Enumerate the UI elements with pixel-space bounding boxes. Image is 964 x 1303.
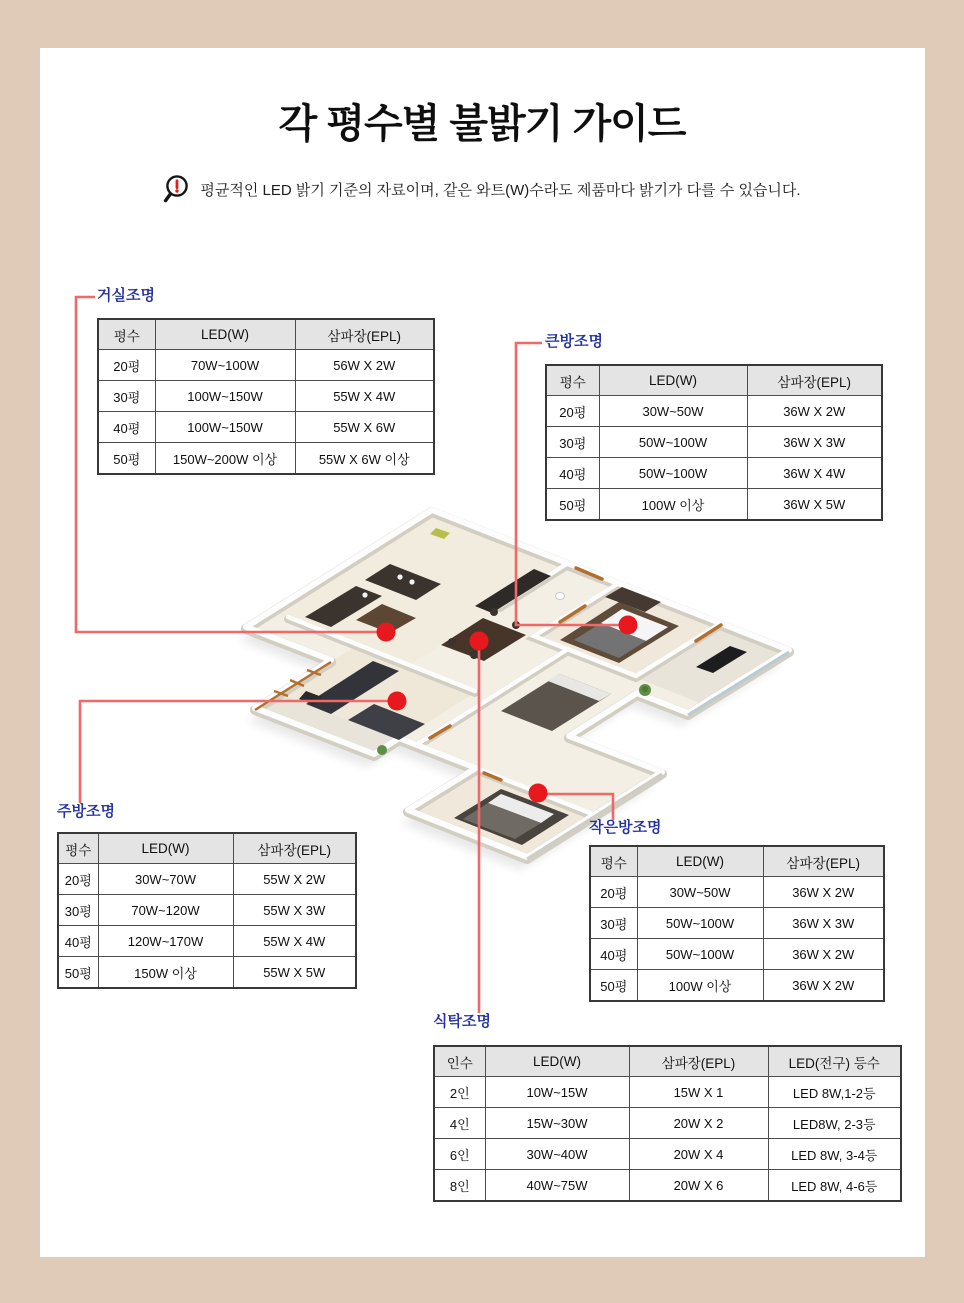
table-row (58, 957, 356, 989)
table-cell: 20평 (546, 396, 599, 427)
table-cell: 50W~100W (637, 939, 763, 970)
table-cell: 40W~75W (485, 1170, 629, 1202)
callout-kitchen (57, 804, 357, 989)
table-cell: 20W X 2 (629, 1108, 768, 1139)
table-cell: 55W X 6W (295, 412, 434, 443)
column-header: 평수 (546, 365, 599, 396)
table-cell: 50평 (590, 970, 637, 1002)
table-cell: LED 8W, 4-6등 (768, 1170, 901, 1202)
table-row (590, 908, 884, 939)
table-row (434, 1108, 901, 1139)
column-header: LED(W) (155, 319, 295, 350)
header-row (434, 1046, 901, 1077)
header-row (546, 365, 882, 396)
page-title: 각 평수별 불밝기 가이드 (278, 102, 686, 146)
table-cell: 40평 (98, 412, 155, 443)
table-cell: LED 8W,1-2등 (768, 1077, 901, 1108)
table-cell: 36W X 2W (763, 939, 884, 970)
table-row (546, 458, 882, 489)
table-row (434, 1077, 901, 1108)
table-cell: 20평 (58, 864, 98, 895)
table-cell: 50W~100W (599, 458, 747, 489)
table-cell: 36W X 2W (763, 970, 884, 1002)
kitchen-table (57, 832, 357, 989)
table-cell: 40평 (590, 939, 637, 970)
callout-bigroom (545, 334, 883, 521)
table-row (98, 443, 434, 475)
table-cell: 70W~120W (98, 895, 233, 926)
table-row (590, 970, 884, 1002)
table-cell: 55W X 3W (233, 895, 356, 926)
table-cell: 36W X 5W (747, 489, 882, 521)
living-table (97, 318, 435, 475)
table-cell: 36W X 4W (747, 458, 882, 489)
header-row (98, 319, 434, 350)
table-cell: 55W X 5W (233, 957, 356, 989)
table-cell: 30W~50W (637, 877, 763, 908)
table-cell: 30평 (590, 908, 637, 939)
table-cell: 150W~200W 이상 (155, 443, 295, 475)
header-row (590, 846, 884, 877)
column-header: LED(W) (485, 1046, 629, 1077)
bigroom-table-label: 큰방조명 (545, 333, 603, 350)
header-row (58, 833, 356, 864)
dining-table (433, 1045, 902, 1202)
table-row (546, 427, 882, 458)
table-cell: 30W~50W (599, 396, 747, 427)
bigroom-table (545, 364, 883, 521)
smallroom-table (589, 845, 885, 1002)
table-row (98, 412, 434, 443)
table-row (58, 926, 356, 957)
table-row (590, 939, 884, 970)
table-cell: 120W~170W (98, 926, 233, 957)
notice-text: 평균적인 LED 밝기 기준의 자료이며, 같은 와트(W)수라도 제품마다 밝기가 다를 수 있습니다. (200, 182, 801, 199)
table-cell: 10W~15W (485, 1077, 629, 1108)
table-cell: 30평 (546, 427, 599, 458)
magnifier-exclamation-icon (163, 174, 191, 205)
table-cell: 6인 (434, 1139, 485, 1170)
column-header: LED(전구) 등수 (768, 1046, 901, 1077)
living-table-label: 거실조명 (97, 287, 155, 304)
table-row (546, 396, 882, 427)
table-row (434, 1139, 901, 1170)
table-cell: 30W~40W (485, 1139, 629, 1170)
dining-table-label: 식탁조명 (433, 1013, 491, 1030)
table-cell: 50평 (546, 489, 599, 521)
table-cell: 4인 (434, 1108, 485, 1139)
table-row (98, 381, 434, 412)
column-header: 평수 (58, 833, 98, 864)
table-cell: 20평 (590, 877, 637, 908)
table-cell: 2인 (434, 1077, 485, 1108)
table-cell: 100W 이상 (599, 489, 747, 521)
table-cell: 55W X 6W 이상 (295, 443, 434, 475)
table-cell: 36W X 3W (747, 427, 882, 458)
table-cell: 30평 (98, 381, 155, 412)
table-row (58, 895, 356, 926)
table-cell: 15W~30W (485, 1108, 629, 1139)
table-cell: 50평 (58, 957, 98, 989)
table-cell: 56W X 2W (295, 350, 434, 381)
table-cell: 100W 이상 (637, 970, 763, 1002)
column-header: LED(W) (637, 846, 763, 877)
column-header: 인수 (434, 1046, 485, 1077)
column-header: 삼파장(EPL) (763, 846, 884, 877)
table-cell: LED 8W, 3-4등 (768, 1139, 901, 1170)
table-cell: 55W X 4W (295, 381, 434, 412)
table-cell: 50W~100W (637, 908, 763, 939)
callout-smallroom (589, 820, 885, 1002)
table-cell: 100W~150W (155, 381, 295, 412)
column-header: 삼파장(EPL) (295, 319, 434, 350)
table-cell: 70W~100W (155, 350, 295, 381)
table-cell: 40평 (546, 458, 599, 489)
kitchen-table-label: 주방조명 (57, 803, 115, 820)
table-row (590, 877, 884, 908)
table-cell: 20W X 6 (629, 1170, 768, 1202)
table-cell: 36W X 2W (763, 877, 884, 908)
table-row (58, 864, 356, 895)
callout-living (97, 288, 435, 475)
table-row (546, 489, 882, 521)
table-cell: 100W~150W (155, 412, 295, 443)
table-cell: 150W 이상 (98, 957, 233, 989)
notice-row (0, 174, 964, 205)
table-cell: 15W X 1 (629, 1077, 768, 1108)
table-cell: 36W X 3W (763, 908, 884, 939)
table-cell: 50평 (98, 443, 155, 475)
table-cell: 20W X 4 (629, 1139, 768, 1170)
table-cell: 40평 (58, 926, 98, 957)
column-header: 평수 (590, 846, 637, 877)
column-header: 삼파장(EPL) (629, 1046, 768, 1077)
column-header: LED(W) (599, 365, 747, 396)
table-cell: 55W X 2W (233, 864, 356, 895)
table-cell: 30W~70W (98, 864, 233, 895)
table-row (98, 350, 434, 381)
column-header: 삼파장(EPL) (233, 833, 356, 864)
table-cell: 20평 (98, 350, 155, 381)
table-cell: 55W X 4W (233, 926, 356, 957)
column-header: LED(W) (98, 833, 233, 864)
table-cell: 36W X 2W (747, 396, 882, 427)
table-cell: 30평 (58, 895, 98, 926)
column-header: 평수 (98, 319, 155, 350)
callout-dining (433, 1014, 902, 1202)
table-cell: 8인 (434, 1170, 485, 1202)
table-row (434, 1170, 901, 1202)
table-cell: 50W~100W (599, 427, 747, 458)
table-cell: LED8W, 2-3등 (768, 1108, 901, 1139)
smallroom-table-label: 작은방조명 (589, 819, 662, 836)
column-header: 삼파장(EPL) (747, 365, 882, 396)
